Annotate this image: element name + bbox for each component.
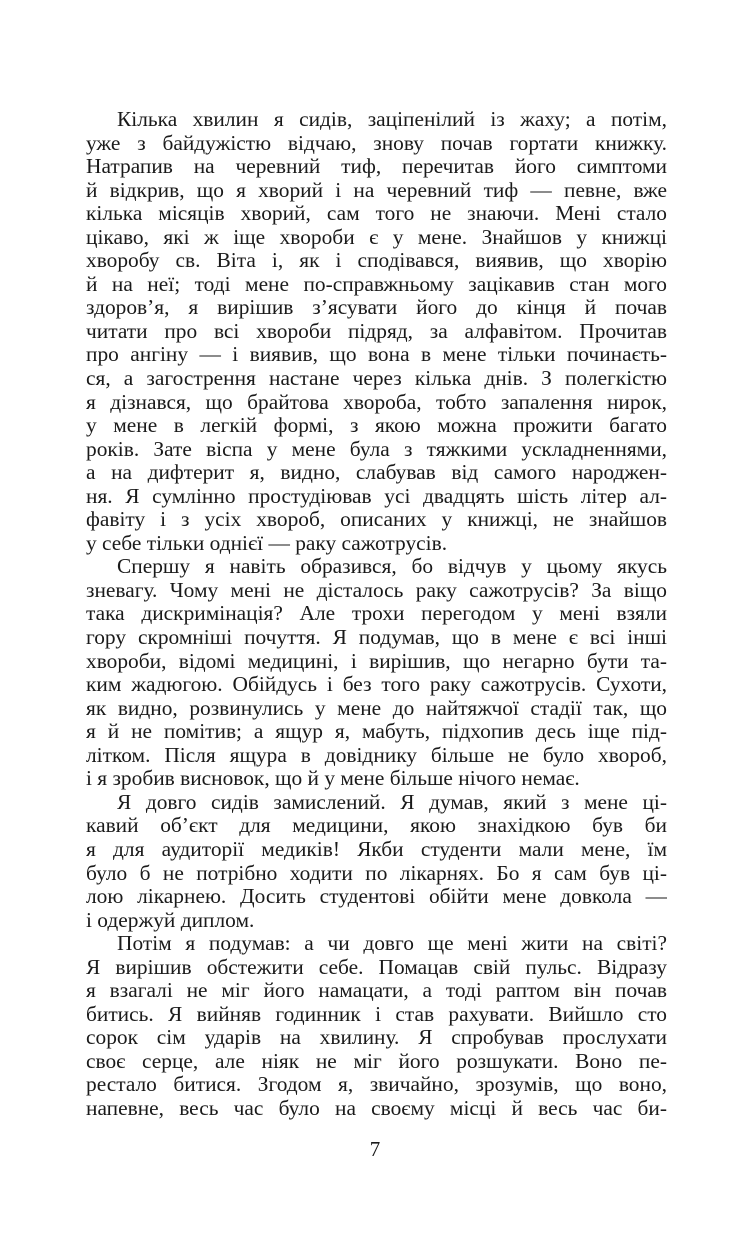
- text-line: Я довго сидів замислений. Я думав, який з мене ці-: [117, 790, 667, 814]
- text-line: хворобу св. Віта і, як і сподівався, виявив, що хворію: [86, 249, 667, 273]
- text-line: битись. Я вийняв годинник і став рахувати. Вийшло сто: [86, 1002, 667, 1026]
- text-line: Я вирішив обстежити себе. Помацав свій пульс. Відразу: [86, 955, 667, 979]
- text-line: цікаво, які ж іще хвороби є у мене. Знайшов у книжці: [86, 225, 667, 249]
- text-line: й на неї; тоді мене по-справжньому зацікавив стан мого: [86, 272, 667, 296]
- text-line: напевне, весь час було на своєму місці й весь час би-: [86, 1096, 667, 1120]
- text-line: ся, а загострення настане через кілька днів. З полегкістю: [86, 367, 667, 391]
- text-line: Кілька хвилин я сидів, заціпенілий із жаху; а потім,: [117, 108, 667, 131]
- text-line: кавий об’єкт для медицини, якою знахідкою був би: [86, 814, 667, 838]
- book-page: [86, 108, 667, 1121]
- text-line: я для аудиторії медиків! Якби студенти мали мене, їм: [86, 837, 667, 861]
- text-line: рестало битися. Згодом я, звичайно, зрозумів, що воно,: [86, 1073, 667, 1097]
- paragraph: [86, 791, 667, 932]
- text-line: фавіту і з усіх хвороб, описаних у книжці, не знайшов: [86, 508, 667, 532]
- text-line: і одержуй диплом.: [86, 908, 255, 932]
- text-line: зневагу. Чому мені не дісталось раку сажотрусів? За віщо: [86, 578, 667, 602]
- text-line: і я зробив висновок, що й у мене більше нічого немає.: [86, 767, 580, 791]
- text-line: літком. Після ящура в довіднику більше не було хвороб,: [86, 743, 667, 767]
- text-line: здоров’я, я вирішив з’ясувати його до кінця й почав: [86, 296, 667, 320]
- text-line: така дискримінація? Але трохи перегодом у мені взяли: [86, 602, 667, 626]
- text-line: кілька місяців хворий, сам того не знаючи. Мені стало: [86, 202, 667, 226]
- paragraph: [86, 932, 667, 1120]
- paragraph: [86, 555, 667, 790]
- text-line: гору скромніші почуття. Я подумав, що в мене є всі інші: [86, 626, 667, 650]
- text-line: уже з байдужістю відчаю, знову почав гортати книжку.: [86, 131, 667, 155]
- paragraph: [86, 108, 667, 555]
- text-line: хвороби, відомі медицині, і вирішив, що негарно бути та-: [86, 649, 667, 673]
- text-line: ким жадюгою. Обійдусь і без того раку сажотрусів. Сухоти,: [86, 673, 667, 697]
- text-line: у себе тільки однієї — раку сажотрусів.: [86, 531, 448, 555]
- text-line: сорок сім ударів на хвилину. Я спробував прослухати: [86, 1026, 667, 1050]
- text-line: читати про всі хвороби підряд, за алфавітом. Прочитав: [86, 319, 667, 343]
- text-line: Натрапив на черевний тиф, перечитав його симптоми: [86, 155, 667, 179]
- text-line: лою лікарнею. Досить студентові обійти мене довкола —: [86, 885, 667, 909]
- page-number: 7: [369, 1137, 381, 1161]
- text-line: я взагалі не міг його намацати, а тоді раптом він почав: [86, 979, 667, 1003]
- text-line: як видно, розвинулись у мене до найтяжчої стадії так, що: [86, 696, 667, 720]
- text-line: й відкрив, що я хворий і на черевний тиф — певне, вже: [86, 178, 667, 202]
- text-line: я дізнався, що брайтова хвороба, тобто запалення нирок,: [86, 390, 667, 414]
- text-line: ня. Я сумлінно простудіював усі двадцять шість літер ал-: [86, 484, 667, 508]
- text-line: Потім я подумав: а чи довго ще мені жити на світі?: [117, 932, 667, 956]
- text-line: про ангіну — і виявив, що вона в мене тільки починаєть-: [86, 343, 667, 367]
- text-line: а на дифтерит я, видно, слабував від самого народжен-: [86, 461, 667, 485]
- text-line: своє серце, але ніяк не міг його розшукати. Воно пе-: [86, 1049, 667, 1073]
- text-line: я й не помітив; а ящур я, мабуть, підхопив десь іще під-: [86, 720, 667, 744]
- text-line: було б не потрібно ходити по лікарнях. Бо я сам був ці-: [86, 861, 667, 885]
- text-line: у мене в легкій формі, з якою можна прожити багато: [86, 414, 667, 438]
- text-line: років. Зате віспа у мене була з тяжкими ускладненнями,: [86, 437, 667, 461]
- text-line: Спершу я навіть образився, бо відчув у цьому якусь: [117, 555, 667, 579]
